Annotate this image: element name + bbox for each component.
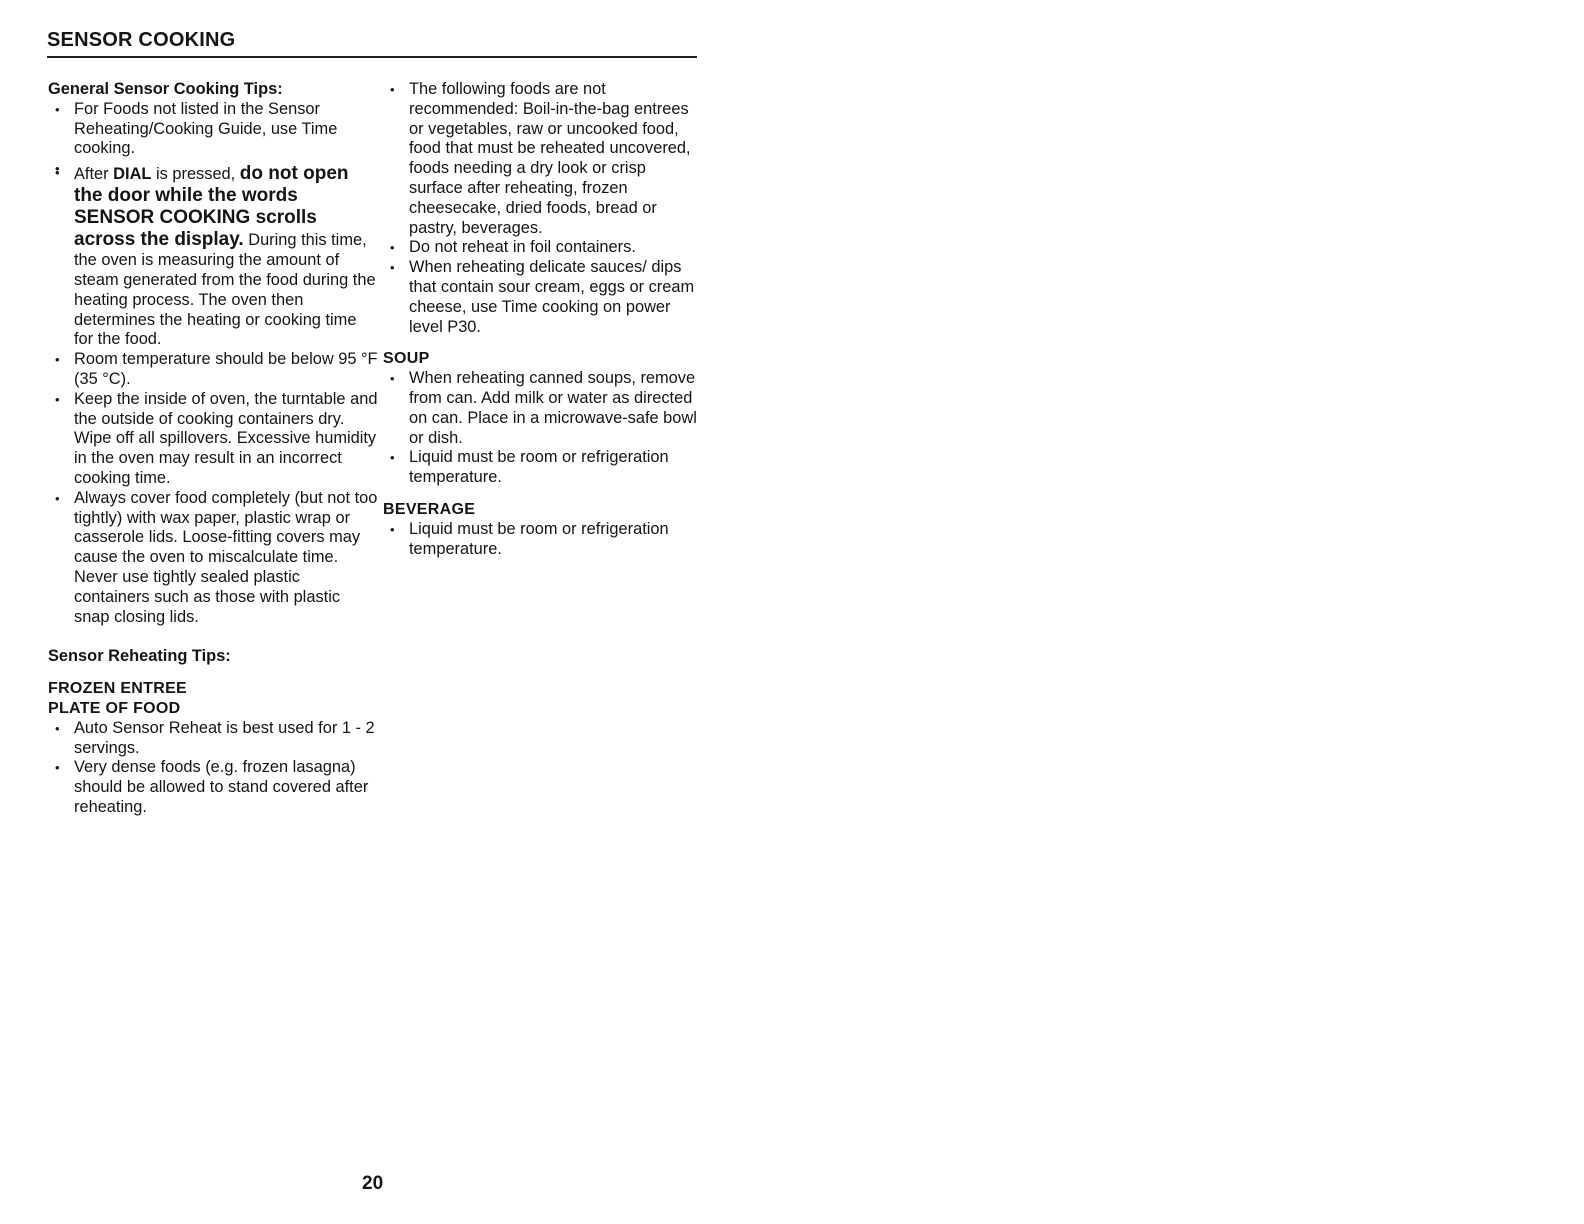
frozen-entree-heading: FROZEN ENTREE [48, 680, 188, 698]
general-tips-heading: General Sensor Cooking Tips: [48, 80, 283, 98]
page-title: SENSOR COOKING [47, 29, 236, 51]
beverage-heading: BEVERAGE [383, 500, 476, 518]
door-warning: do not open the door while the words SENSOR COOKING scrolls across the display. [74, 163, 349, 251]
list-item: • Liquid must be room or refrigeration temperature. [383, 520, 703, 560]
list-item: • Liquid must be room or refrigeration temperature. [383, 448, 703, 488]
list-item: • Room temperature should be below 95 °F (35 °C). [48, 350, 378, 390]
list-item: • When reheating canned soups, remove from can. Add milk or water as directed on can. Place in a microwave-safe bowl or dish. [383, 369, 703, 448]
dial-keyword: DIAL [113, 165, 152, 184]
page-number: 20 [362, 1173, 384, 1194]
inline-text: is pressed, [151, 165, 240, 184]
list-item: • Do not reheat in foil containers. [383, 238, 703, 258]
plate-of-food-heading: PLATE OF FOOD [48, 699, 181, 717]
list-item: • Keep the inside of oven, the turntable and the outside of cooking containers dry. Wipe off all spillovers. Excessive humidity in the oven may result in an incorrect cooking time. [48, 390, 378, 489]
reheating-tips-list [48, 719, 378, 818]
list-item: • Auto Sensor Reheat is best used for 1 - 2 servings. [48, 719, 378, 759]
general-tips-list [48, 100, 378, 628]
inline-text: After [74, 165, 114, 184]
list-item: • For Foods not listed in the Sensor Reheating/Cooking Guide, use Time cooking. [48, 100, 378, 159]
list-item [48, 163, 378, 350]
beverage-list [383, 520, 703, 560]
list-item: • Very dense foods (e.g. frozen lasagna) should be allowed to stand covered after reheating. [48, 758, 378, 817]
reheating-tips-heading: Sensor Reheating Tips: [48, 647, 231, 666]
list-item: • The following foods are not recommended: Boil-in-the-bag entrees or vegetables, raw or uncooked food, food that must be reheated uncovered, foods needing a dry look or crisp surface after reheating, frozen cheesecake, dried foods, bread or pastry, beverages. [383, 80, 703, 238]
list-item: • When reheating delicate sauces/ dips that contain sour cream, eggs or cream cheese, use Time cooking on power level P30. [383, 258, 703, 337]
right-column [383, 80, 703, 559]
not-recommended-list [383, 80, 703, 337]
soup-heading: SOUP [383, 350, 430, 368]
soup-list [383, 369, 703, 488]
inline-text: During this time, the oven is measuring the amount of steam generated from the food during the heating process. The oven then determines the heating or cooking time for the food. [74, 231, 376, 349]
title-divider [47, 56, 697, 58]
list-item: • Always cover food completely (but not too tightly) with wax paper, plastic wrap or casserole lids. Loose-fitting covers may cause the oven to miscalculate time. Never use tightly sealed plastic containers such as those with plastic snap closing lids. [48, 489, 378, 628]
left-column [48, 80, 378, 818]
